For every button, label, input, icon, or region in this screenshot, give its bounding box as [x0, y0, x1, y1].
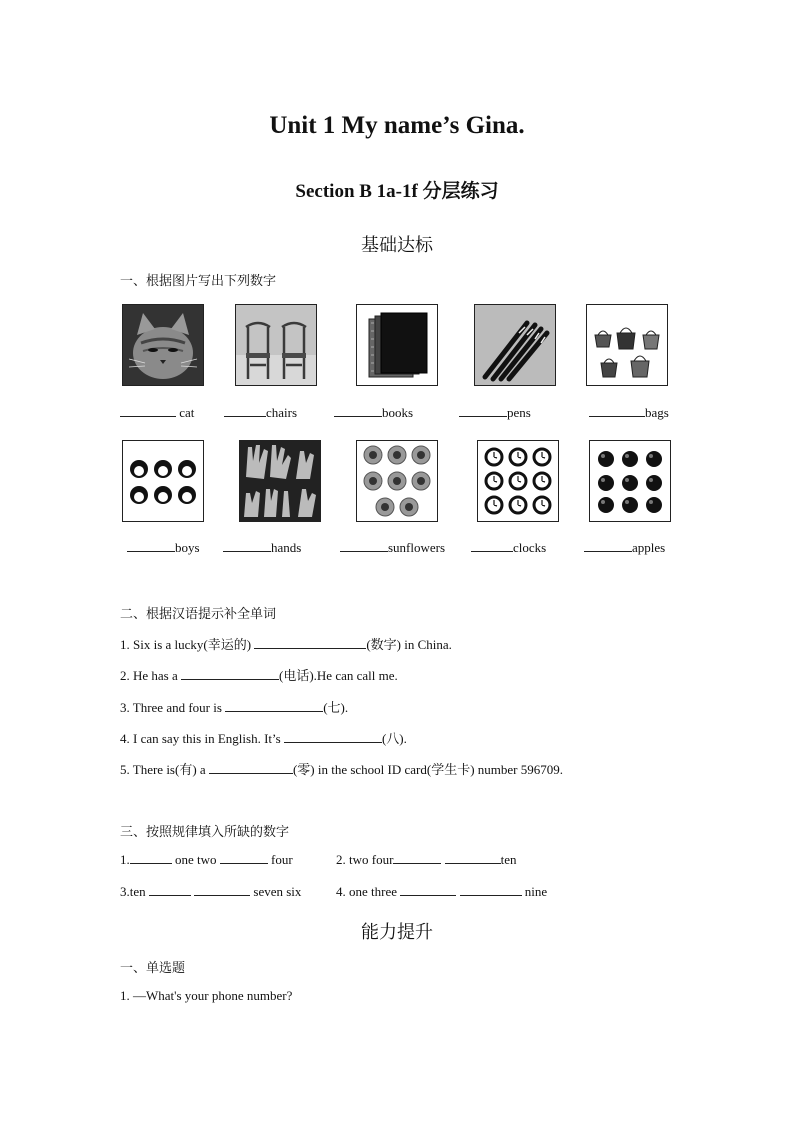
caption-cat: cat	[120, 405, 194, 421]
caption-pens: pens	[459, 405, 531, 421]
part3-question-2: 2. two four ten	[336, 852, 517, 867]
part2-question-3: 3. Three and four is (七).	[120, 700, 349, 715]
part3-question-1: 1. one two four	[120, 852, 293, 867]
caption-boys: boys	[127, 540, 200, 556]
caption-chairs: chairs	[224, 405, 297, 421]
part2-question-4: 4. I can say this in English. It’s (八).	[120, 731, 407, 746]
hands-picture	[239, 440, 321, 522]
part3-question-3: 3.ten seven six	[120, 884, 302, 899]
pens-picture	[474, 304, 556, 386]
chairs-picture	[235, 304, 317, 386]
sunflowers-picture	[356, 440, 438, 522]
part1-heading: 一、根据图片写出下列数字	[120, 274, 277, 289]
caption-hands: hands	[223, 540, 301, 556]
cat-picture	[122, 304, 204, 386]
page-title: Unit 1 My name’s Gina.	[269, 112, 525, 139]
boys-picture	[122, 440, 204, 522]
part3-heading: 三、按照规律填入所缺的数字	[120, 825, 290, 840]
apples-picture	[589, 440, 671, 522]
caption-apples: apples	[584, 540, 665, 556]
caption-books: books	[334, 405, 413, 421]
part2-question-1: 1. Six is a lucky(幸运的) (数字) in China.	[120, 637, 452, 652]
caption-clocks: clocks	[471, 540, 546, 556]
part3-question-4: 4. one three nine	[336, 884, 548, 899]
clocks-picture	[477, 440, 559, 522]
part4-heading: 一、单选题	[120, 961, 186, 976]
part2-question-2: 2. He has a (电话).He can call me.	[120, 668, 398, 683]
level-heading-basic: 基础达标	[361, 235, 433, 256]
caption-sunflowers: sunflowers	[340, 540, 445, 556]
part2-question-5: 5. There is(有) a (零) in the school ID card(学生卡) number 596709.	[120, 762, 563, 777]
section-subtitle: Section B 1a-1f 分层练习	[295, 181, 499, 202]
level-heading-advanced: 能力提升	[361, 922, 433, 943]
part2-heading: 二、根据汉语提示补全单词	[120, 607, 277, 622]
caption-bags: bags	[589, 405, 669, 421]
mc-question-1: 1. —What's your phone number?	[120, 988, 293, 1003]
bags-picture	[586, 304, 668, 386]
books-picture	[356, 304, 438, 386]
